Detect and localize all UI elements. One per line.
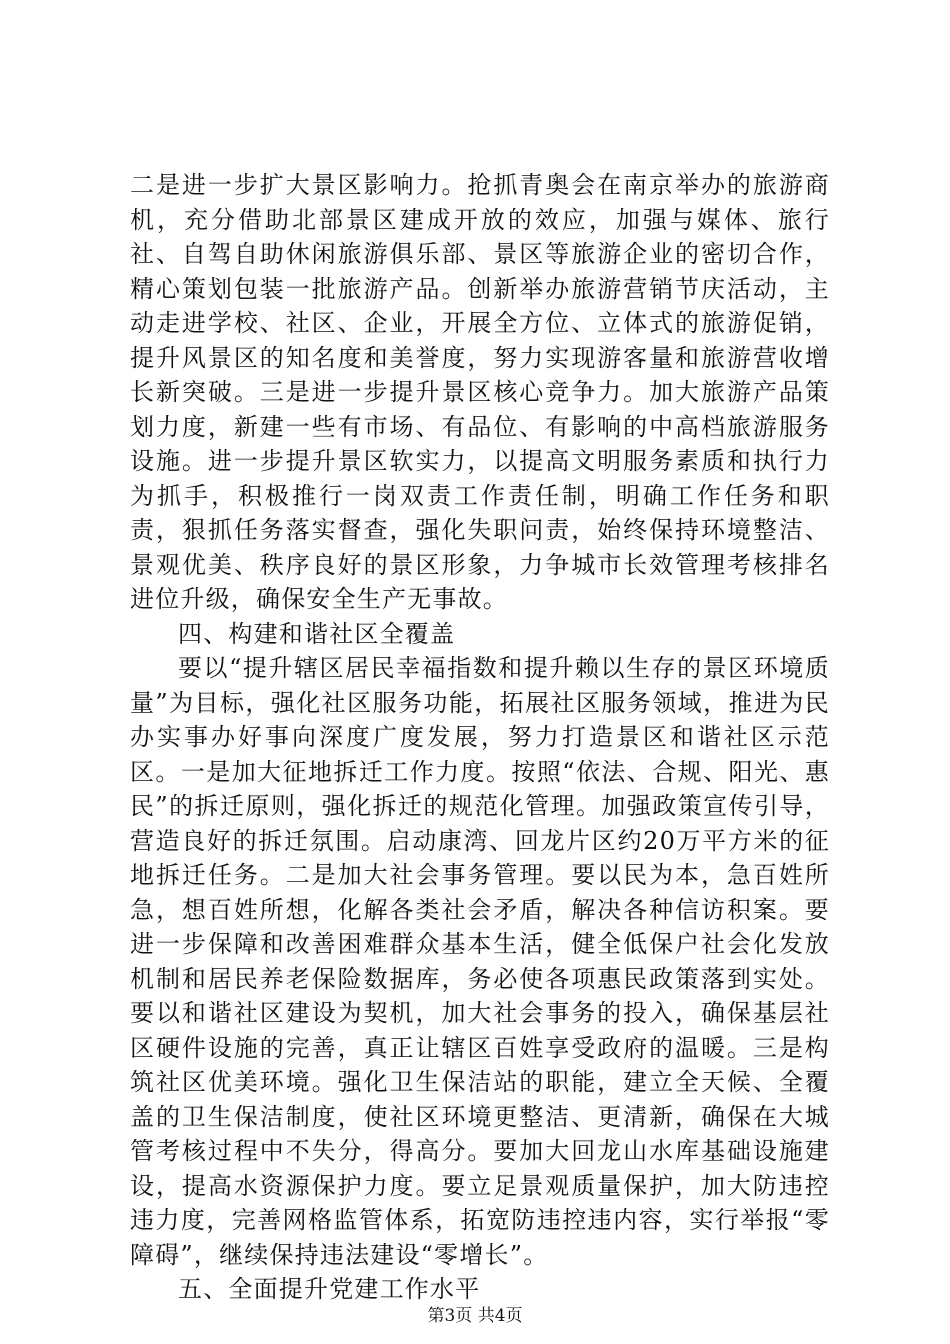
page-number-footer: 第3页 共4页 <box>427 1306 523 1326</box>
document-body <box>130 168 830 1307</box>
body-paragraph: 二是进一步扩大景区影响力。抢抓青奥会在南京举办的旅游商机，充分借助北部景区建成开放的效应，加强与媒体、旅行社、自驾自助休闲旅游俱乐部、景区等旅游企业的密切合作，精心策划包装一批旅游产品。创新举办旅游营销节庆活动，主动走进学校、社区、企业，开展全方位、立体式的旅游促销，提升风景区的知名度和美誉度，努力实现游客量和旅游营收增长新突破。三是进一步提升景区核心竞争力。加大旅游产品策划力度，新建一些有市场、有品位、有影响的中高档旅游服务设施。进一步提升景区软实力，以提高文明服务素质和执行力为抓手，积极推行一岗双责工作责任制，明确工作任务和职责，狠抓任务落实督查，强化失职问责，始终保持环境整洁、景观优美、秩序良好的景区形象，力争城市长效管理考核排名进位升级，确保安全生产无事故。 <box>130 171 830 613</box>
body-paragraph: 要以“提升辖区居民幸福指数和提升赖以生存的景区环境质量”为目标，强化社区服务功能，拓展社区服务领域，推进为民办实事办好事向深度广度发展，努力打造景区和谐社区示范区。一是加大征地拆迁工作力度。按照“依法、合规、阳光、惠民”的拆迁原则，强化拆迁的规范化管理。加强政策宣传引导，营造良好的拆迁氛围。启动康湾、回龙片区约20万平方米的征地拆迁任务。二是加大社会事务管理。要以民为本，急百姓所急，想百姓所想，化解各类社会矛盾，解决各种信访积案。要进一步保障和改善困难群众基本生活，健全低保户社会化发放机制和居民养老保险数据库，务必使各项惠民政策落到实处。要以和谐社区建设为契机，加大社会事务的投入，确保基层社区硬件设施的完善，真正让辖区百姓享受政府的温暖。三是构筑社区优美环境。强化卫生保洁站的职能，建立全天候、全覆盖的卫生保洁制度，使社区环境更整洁、更清新，确保在大城管考核过程中不失分，得高分。要加大回龙山水库基础设施建设，提高水资源保护力度。要立足景观质量保护，加大防违控违力度，完善网格监管体系，拓宽防违控违内容，实行举报“零障碍”，继续保持违法建设“零增长”。 <box>130 654 830 1269</box>
section-heading: 四、构建和谐社区全覆盖 <box>178 619 456 648</box>
section-heading: 五、全面提升党建工作水平 <box>178 1275 481 1303</box>
